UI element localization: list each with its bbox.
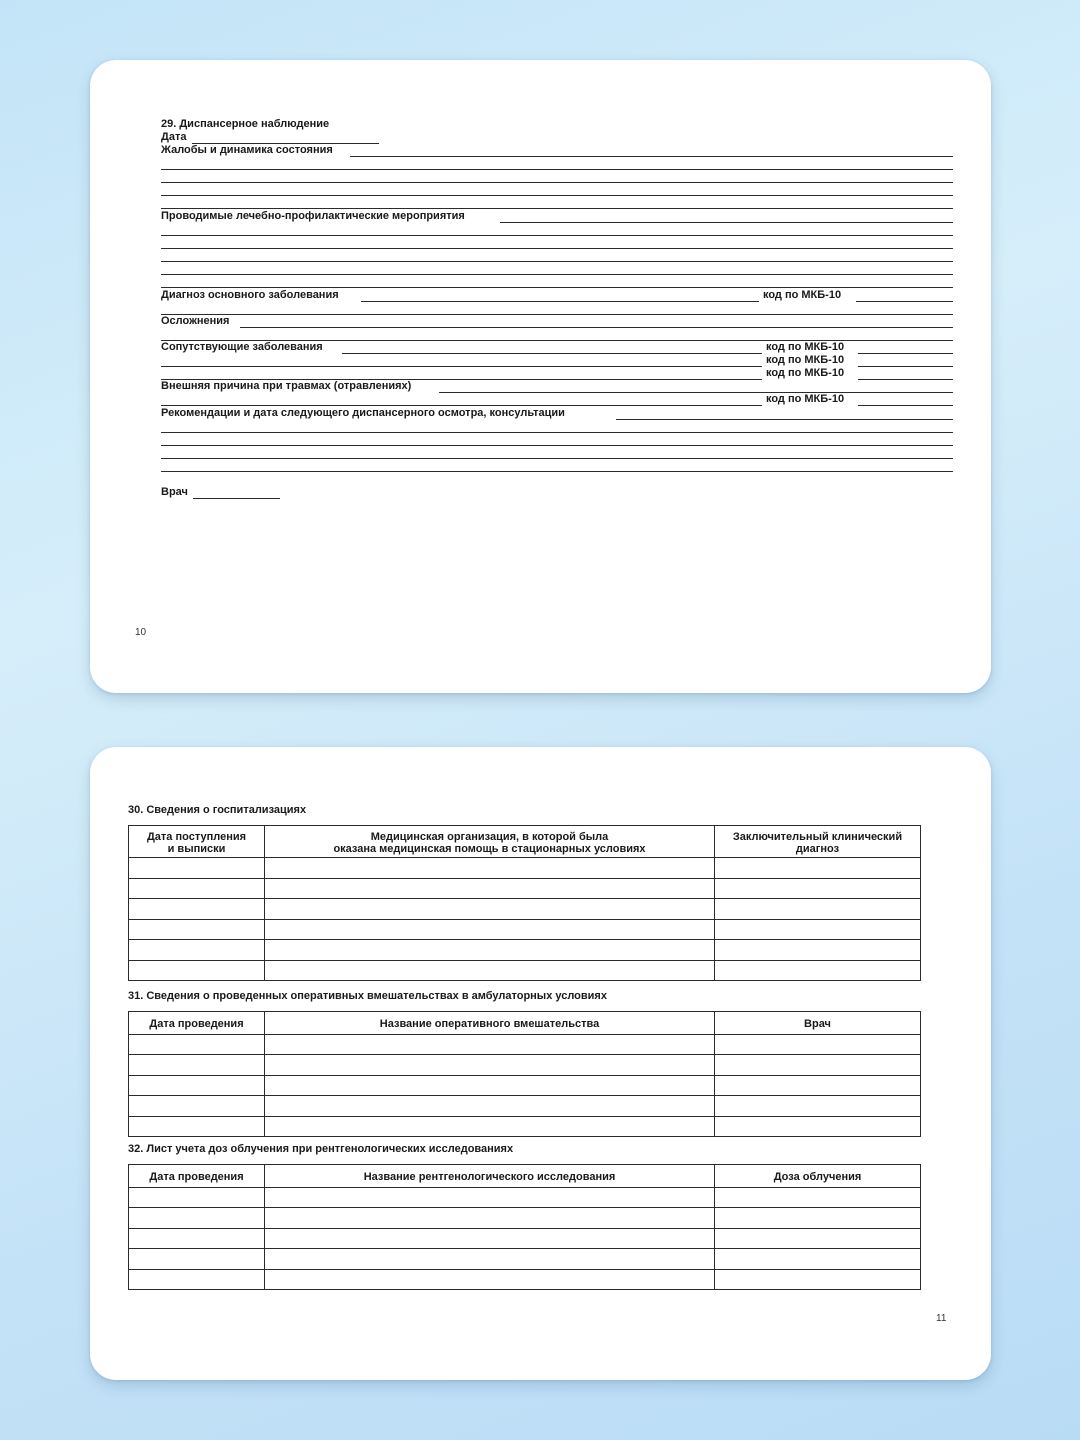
icd-code-label: код по МКБ-10 [766,354,845,366]
table-cell[interactable] [715,1187,921,1208]
table-cell[interactable] [265,878,715,899]
table-row [129,1249,921,1270]
table-cell[interactable] [265,1228,715,1249]
table-cell[interactable] [265,1075,715,1096]
treatment-line[interactable] [161,274,953,275]
icd-code-label: код по МКБ-10 [763,289,842,301]
table-cell[interactable] [265,1055,715,1076]
table-row [129,899,921,920]
comorbid-line[interactable] [161,366,762,367]
recommendations-line[interactable] [161,471,953,472]
operations-table [128,1011,921,1137]
recommendations-line[interactable] [161,458,953,459]
icd-code-label: код по МКБ-10 [766,341,845,353]
complications-label: Осложнения [161,315,230,327]
table-cell[interactable] [129,1208,265,1229]
table-cell[interactable] [265,1187,715,1208]
form-page-10 [90,60,991,693]
icd-code-line[interactable] [856,301,953,302]
external-cause-line[interactable] [161,405,762,406]
table-row [129,1228,921,1249]
treatment-line[interactable] [161,235,953,236]
table-cell[interactable] [129,919,265,940]
table-row [129,1208,921,1229]
form-page-11 [90,747,991,1380]
icd-code-line[interactable] [858,405,953,406]
table-row [129,1075,921,1096]
table-header-cell: Название рентгенологического исследования [265,1165,715,1188]
main-diagnosis-line[interactable] [161,314,953,315]
table-cell[interactable] [129,878,265,899]
table-cell[interactable] [715,899,921,920]
table-header-cell: Доза облучения [715,1165,921,1188]
table-cell[interactable] [265,1269,715,1290]
table-cell[interactable] [129,899,265,920]
doctor-signature-line[interactable] [193,498,280,499]
table-cell[interactable] [265,1249,715,1270]
table-row [129,1055,921,1076]
table-row [129,1269,921,1290]
table-cell[interactable] [265,858,715,879]
table-cell[interactable] [265,1208,715,1229]
icd-code-line[interactable] [858,366,953,367]
table-cell[interactable] [265,919,715,940]
section-30-title: 30. Сведения о госпитализациях [128,804,307,816]
table-cell[interactable] [715,1228,921,1249]
icd-code-line[interactable] [858,379,953,380]
table-cell[interactable] [129,940,265,961]
table-cell[interactable] [715,1055,921,1076]
table-header-cell: Заключительный клинический диагноз [715,826,921,858]
treatment-line[interactable] [161,248,953,249]
recommendations-line[interactable] [616,419,953,420]
comorbid-line[interactable] [342,353,762,354]
treatment-line[interactable] [161,287,953,288]
table-row [129,858,921,879]
treatment-label: Проводимые лечебно-профилактические мероприятия [161,210,465,222]
table-cell[interactable] [715,940,921,961]
table-header-cell: Медицинская организация, в которой была оказана медицинская помощь в стационарных условиях [265,826,715,858]
recommendations-line[interactable] [161,445,953,446]
table-cell[interactable] [715,1075,921,1096]
table-cell[interactable] [265,1096,715,1117]
table-header-cell: Врач [715,1012,921,1035]
radiation-doses-table [128,1164,921,1290]
complaints-line[interactable] [350,156,953,157]
comorbid-label: Сопутствующие заболевания [161,341,323,353]
table-cell[interactable] [129,1228,265,1249]
recommendations-label: Рекомендации и дата следующего диспансерного осмотра, консультации [161,407,565,419]
complaints-line[interactable] [161,169,953,170]
complaints-label: Жалобы и динамика состояния [161,144,333,156]
icd-code-line[interactable] [858,353,953,354]
treatment-line[interactable] [161,261,953,262]
complaints-line[interactable] [161,195,953,196]
page-number: 11 [936,1313,947,1324]
table-cell[interactable] [265,899,715,920]
table-row [129,878,921,899]
table-row [129,940,921,961]
page-number: 10 [135,627,147,638]
icd-code-label: код по МКБ-10 [766,393,845,405]
section-31-title: 31. Сведения о проведенных оперативных вмешательствах в амбулаторных условиях [128,990,607,1002]
table-cell[interactable] [715,1269,921,1290]
table-cell[interactable] [265,940,715,961]
main-diagnosis-line[interactable] [361,301,759,302]
table-header-cell: Дата проведения [129,1012,265,1035]
table-row [129,1116,921,1137]
hospitalizations-table [128,825,921,981]
table-cell[interactable] [129,1034,265,1055]
table-cell[interactable] [265,1034,715,1055]
recommendations-line[interactable] [161,432,953,433]
main-diagnosis-label: Диагноз основного заболевания [161,289,339,301]
complaints-line[interactable] [161,182,953,183]
date-label: Дата [161,131,187,143]
table-header-cell: Дата поступления и выписки [129,826,265,858]
section-32-title: 32. Лист учета доз облучения при рентгенологических исследованиях [128,1143,514,1155]
table-cell[interactable] [265,960,715,981]
table-cell[interactable] [129,1187,265,1208]
table-row [129,1034,921,1055]
icd-code-label: код по МКБ-10 [766,367,845,379]
table-header-cell: Название оперативного вмешательства [265,1012,715,1035]
table-cell[interactable] [129,1116,265,1137]
table-cell[interactable] [715,878,921,899]
external-cause-line[interactable] [439,392,953,393]
table-cell[interactable] [129,858,265,879]
table-cell[interactable] [715,960,921,981]
table-cell[interactable] [715,1034,921,1055]
doctor-label: Врач [161,486,188,498]
table-row [129,960,921,981]
table-cell[interactable] [715,1116,921,1137]
table-cell[interactable] [129,960,265,981]
table-header-cell: Дата проведения [129,1165,265,1188]
table-cell[interactable] [129,1269,265,1290]
external-cause-label: Внешняя причина при травмах (отравлениях) [161,380,412,392]
complications-line[interactable] [240,327,953,328]
table-cell[interactable] [715,919,921,940]
table-cell[interactable] [129,1055,265,1076]
table-cell[interactable] [129,1096,265,1117]
table-row [129,1096,921,1117]
table-cell[interactable] [715,1249,921,1270]
table-row [129,919,921,940]
complaints-line[interactable] [161,208,953,209]
table-cell[interactable] [715,858,921,879]
table-cell[interactable] [265,1116,715,1137]
table-cell[interactable] [129,1249,265,1270]
table-row [129,1187,921,1208]
table-cell[interactable] [129,1075,265,1096]
treatment-line[interactable] [500,222,953,223]
table-cell[interactable] [715,1208,921,1229]
table-cell[interactable] [715,1096,921,1117]
section-29-title: 29. Диспансерное наблюдение [161,118,330,130]
